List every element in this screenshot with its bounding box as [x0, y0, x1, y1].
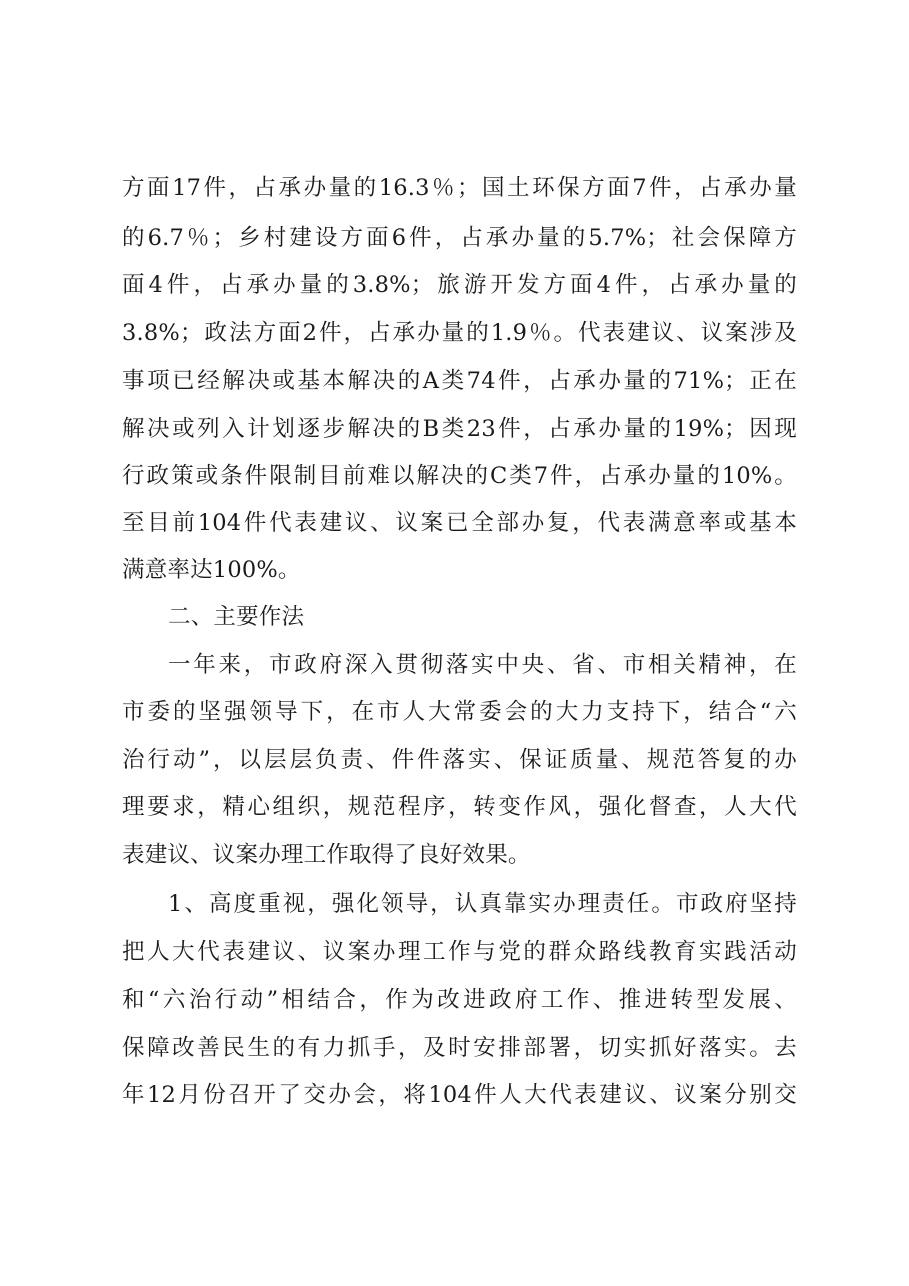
paragraph-line: 的6.7％；乡村建设方面6件，占承办量的5.7%；社会保障方 [122, 225, 797, 251]
paragraph-line: 方面17件，占承办量的16.3％；国土环保方面7件，占承办量 [122, 175, 797, 201]
paragraph-line: 年12月份召开了交办会，将104件人大代表建议、议案分别交 [122, 1082, 797, 1108]
paragraph-line: 面4件，占承办量的3.8%；旅游开发方面4件，占承办量的 [122, 272, 797, 298]
paragraph-line: 3.8%；政法方面2件，占承办量的1.9％。代表建议、议案涉及 [122, 320, 797, 346]
paragraph-line: 和“六治行动”相结合，作为改进政府工作、推进转型发展、 [122, 987, 797, 1013]
paragraph-line: 一年来，市政府深入贯彻落实中央、省、市相关精神，在 [168, 652, 797, 678]
paragraph-line: 治行动”，以层层负责、件件落实、保证质量、规范答复的办 [122, 747, 797, 773]
paragraph-line: 1、高度重视，强化领导，认真靠实办理责任。市政府坚持 [168, 891, 797, 917]
paragraph-line: 至目前104件代表建议、议案已全部办复，代表满意率或基本 [122, 510, 797, 536]
paragraph-line: 市委的坚强领导下，在市人大常委会的大力支持下，结合“六 [122, 699, 797, 725]
paragraph-line: 表建议、议案办理工作取得了良好效果。 [122, 842, 531, 868]
paragraph-line: 满意率达100%。 [122, 557, 301, 583]
paragraph-line: 行政策或条件限制目前难以解决的C类7件，占承办量的10%。 [122, 463, 797, 489]
paragraph-line: 理要求，精心组织，规范程序，转变作风，强化督查，人大代 [122, 794, 797, 820]
paragraph-line: 保障改善民生的有力抓手，及时安排部署，切实抓好落实。去 [122, 1035, 797, 1061]
paragraph-line: 把人大代表建议、议案办理工作与党的群众路线教育实践活动 [122, 939, 797, 965]
paragraph-line: 解决或列入计划逐步解决的B类23件，占承办量的19%；因现 [122, 416, 797, 442]
paragraph-line: 事项已经解决或基本解决的A类74件，占承办量的71%；正在 [122, 368, 797, 394]
section-heading: 二、主要作法 [168, 604, 305, 630]
